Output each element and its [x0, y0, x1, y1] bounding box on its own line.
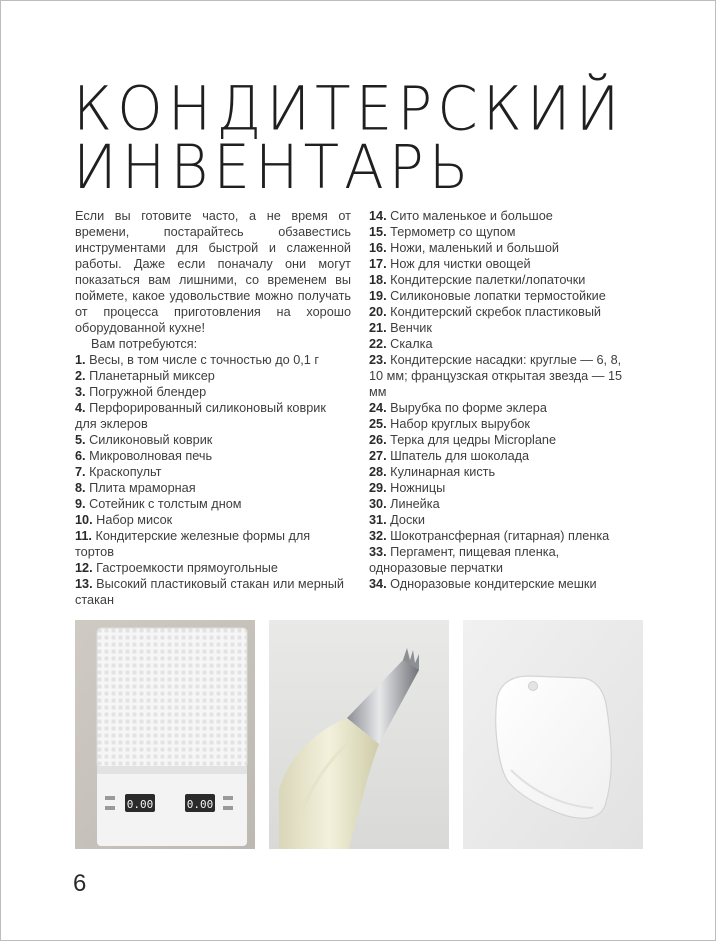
- item-number: 19.: [369, 289, 387, 303]
- item-number: 1.: [75, 353, 86, 367]
- equipment-list-right: [369, 208, 637, 592]
- item-number: 23.: [369, 353, 387, 367]
- item-text: Шокотрансферная (гитарная) пленка: [390, 529, 610, 543]
- item-text: Терка для цедры Microplane: [390, 433, 556, 447]
- item-text: Кондитерский скребок пластиковый: [390, 305, 602, 319]
- scale-readout: 0.00: [126, 798, 154, 811]
- item-text: Линейка: [390, 497, 440, 511]
- list-item: [369, 432, 637, 448]
- item-number: 34.: [369, 577, 387, 591]
- need-label: Вам потребуются:: [91, 337, 198, 351]
- item-text: Кулинарная кисть: [390, 465, 496, 479]
- item-text: Пергамент, пищевая пленка, одноразовые перчатки: [369, 545, 560, 575]
- list-item: [75, 432, 351, 448]
- item-text: Набор круглых вырубок: [390, 417, 530, 431]
- item-text: Сито маленькое и большое: [390, 209, 553, 223]
- scale-button-icon-3: [223, 796, 233, 800]
- item-text: Перфорированный силиконовый коврик для эклеров: [75, 401, 326, 431]
- list-item: [369, 448, 637, 464]
- scale-readout-2: 0.00: [186, 798, 214, 811]
- item-number: 4.: [75, 401, 86, 415]
- item-number: 14.: [369, 209, 387, 223]
- list-item: [75, 576, 351, 608]
- kitchen-scale-image: [75, 620, 255, 849]
- item-text: Высокий пластиковый стакан или мерный стакан: [75, 577, 344, 607]
- item-number: 2.: [75, 369, 86, 383]
- list-item: [75, 352, 351, 368]
- item-number: 26.: [369, 433, 387, 447]
- list-item: [369, 512, 637, 528]
- item-text: Погружной блендер: [89, 385, 207, 399]
- item-text: Кондитерские палетки/лопаточки: [390, 273, 586, 287]
- item-number: 25.: [369, 417, 387, 431]
- scale-button-icon-2: [105, 806, 115, 810]
- list-item: [369, 496, 637, 512]
- equipment-list-left: [75, 352, 351, 608]
- list-item: [75, 560, 351, 576]
- item-number: 13.: [75, 577, 93, 591]
- scraper-hole: [529, 682, 538, 691]
- list-item: [369, 288, 637, 304]
- item-text: Весы, в том числе с точностью до 0,1 г: [89, 353, 319, 367]
- item-text: Планетарный миксер: [89, 369, 215, 383]
- list-item: [369, 224, 637, 240]
- item-number: 21.: [369, 321, 387, 335]
- item-number: 12.: [75, 561, 93, 575]
- list-item: [369, 352, 637, 400]
- list-item: [369, 480, 637, 496]
- item-number: 29.: [369, 481, 387, 495]
- item-number: 32.: [369, 529, 387, 543]
- item-text: Краскопульт: [89, 465, 162, 479]
- list-item: [369, 320, 637, 336]
- item-number: 15.: [369, 225, 387, 239]
- list-item: [369, 528, 637, 544]
- list-item: [75, 448, 351, 464]
- list-item: [369, 544, 637, 576]
- item-number: 6.: [75, 449, 86, 463]
- item-number: 33.: [369, 545, 387, 559]
- item-number: 18.: [369, 273, 387, 287]
- list-item: [369, 464, 637, 480]
- page-title: [73, 72, 625, 203]
- list-item: [75, 496, 351, 512]
- item-number: 11.: [75, 529, 92, 543]
- item-text: Силиконовый коврик: [89, 433, 213, 447]
- item-text: Венчик: [390, 321, 432, 335]
- intro-paragraph: Если вы готовите часто, а не время от времени, постарайтесь обзавестись инструментами для быстрой и слаженной работы. Даже если поначалу они могут показаться вам лишними, со временем вы поймете, какое удовольствие можно получать от процесса приготовления на хорошо оборудованной кухне!: [75, 209, 351, 335]
- photo-plastic-scraper: [463, 620, 643, 849]
- item-number: 30.: [369, 497, 387, 511]
- item-text: Шпатель для шоколада: [390, 449, 530, 463]
- item-number: 28.: [369, 465, 387, 479]
- piping-nozzle-image: [269, 620, 449, 849]
- title-line-1: КОНДИТЕРСКИЙ: [73, 72, 625, 145]
- item-number: 16.: [369, 241, 387, 255]
- item-text: Кондитерские железные формы для тортов: [75, 529, 311, 559]
- photo-kitchen-scale: [75, 620, 255, 849]
- list-item: [369, 400, 637, 416]
- item-number: 27.: [369, 449, 387, 463]
- item-number: 24.: [369, 401, 387, 415]
- item-text: Кондитерские насадки: круглые — 6, 8, 10 мм; французская открытая звезда — 15 мм: [369, 353, 623, 399]
- item-number: 3.: [75, 385, 86, 399]
- item-number: 7.: [75, 465, 86, 479]
- list-item: [369, 336, 637, 352]
- list-item: [369, 304, 637, 320]
- list-item: [369, 208, 637, 224]
- list-item: [369, 272, 637, 288]
- item-text: Микроволновая печь: [89, 449, 213, 463]
- item-text: Гастроемкости прямоугольные: [96, 561, 278, 575]
- scale-button-icon-4: [223, 806, 233, 810]
- item-text: Термометр со щупом: [390, 225, 516, 239]
- item-text: Силиконовые лопатки термостойкие: [390, 289, 606, 303]
- item-number: 5.: [75, 433, 86, 447]
- plastic-scraper-image: [463, 620, 643, 849]
- item-text: Одноразовые кондитерские мешки: [390, 577, 597, 591]
- item-text: Набор мисок: [96, 513, 173, 527]
- right-column: [369, 208, 637, 592]
- scale-platform: [97, 628, 247, 768]
- item-text: Плита мраморная: [89, 481, 196, 495]
- scale-button-icon: [105, 796, 115, 800]
- item-text: Ножи, маленький и большой: [390, 241, 559, 255]
- list-item: [75, 480, 351, 496]
- photo-piping-nozzle: [269, 620, 449, 849]
- item-text: Вырубка по форме эклера: [390, 401, 547, 415]
- item-text: Скалка: [390, 337, 433, 351]
- list-item: [75, 400, 351, 432]
- item-number: 22.: [369, 337, 387, 351]
- item-number: 10.: [75, 513, 93, 527]
- title-line-2: ИНВЕНТАРЬ: [73, 131, 474, 203]
- list-item: [369, 240, 637, 256]
- item-number: 17.: [369, 257, 387, 271]
- item-number: 8.: [75, 481, 86, 495]
- list-item: [75, 384, 351, 400]
- page-number: 6: [73, 870, 87, 897]
- item-number: 20.: [369, 305, 387, 319]
- item-text: Доски: [390, 513, 425, 527]
- item-text: Нож для чистки овощей: [390, 257, 531, 271]
- list-item: [75, 368, 351, 384]
- list-item: [369, 576, 637, 592]
- item-number: 31.: [369, 513, 387, 527]
- list-item: [75, 528, 351, 560]
- list-item: [369, 256, 637, 272]
- list-item: [75, 464, 351, 480]
- left-column: [75, 208, 351, 608]
- item-text: Ножницы: [390, 481, 446, 495]
- list-item: [75, 512, 351, 528]
- list-item: [369, 416, 637, 432]
- item-number: 9.: [75, 497, 86, 511]
- item-text: Сотейник с толстым дном: [89, 497, 242, 511]
